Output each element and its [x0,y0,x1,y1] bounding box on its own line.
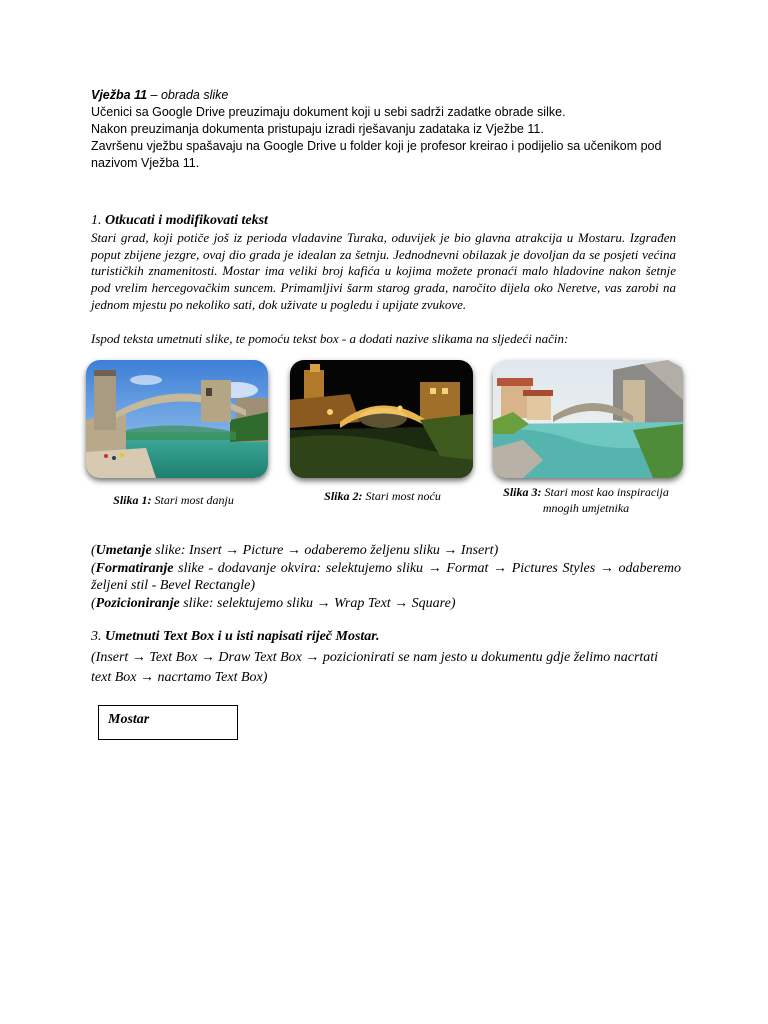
caption-picture-2 [300,488,465,504]
instruction-insert-text: slike: Insert → Picture → odaberemo željenu sliku → Insert) [151,543,499,558]
section-1-paragraph: Stari grad, koji potiče još iz perioda vladavine Turaka, oduvijek je bio glavna atrakcija u Mostaru. Izgrađen poput zbijene jezgre, ovaj dio grada je idealan za šetnju. Jednodnevni obilazak je dovoljan da se posjeti većina turističkih znamenitosti. Mostar ima veliki broj kafića u kojima možete pronaći malo hladovine nakon šetnje pod vrelim hercegovačkim suncem. Primamljivi šarm starog grada, naročito dijela oko Neretve, vas zarobi na jednom mjestu po nekoliko sati, dok uživate u pogledu i upijate zvukove. [91,230,676,312]
section-1-instruction: Ispod teksta umetnuti slike, te pomoću tekst box - a dodati nazive slikama na sljedeći način: [91,331,569,346]
intro-line-3: Završenu vježbu spašavaju na Google Drive u folder koji je profesor kreirao i podijelio sa učenikom pod [91,139,662,153]
intro-line-1: Učenici sa Google Drive preuzimaju dokument koji u sebi sadrži zadatke obrade silke. [91,105,566,119]
caption-picture-1 [96,492,251,508]
instruction-position: (Pozicioniranje slike: selektujemo sliku → Wrap Text → Square) [91,595,456,611]
caption-3-text: Stari most kao inspiracija mnogih umjetnika [541,485,669,515]
caption-1-text: Stari most danju [151,493,234,507]
instruction-position-keyword: Pozicioniranje [95,595,180,611]
instruction-insert-keyword: Umetanje [95,543,152,558]
caption-2-label: Slika 2: [324,489,363,503]
section-1-heading [91,213,268,229]
picture-bridge-day[interactable] [86,360,268,478]
instruction-position-text: slike: selektujemo sliku → Wrap Text → Square) [179,595,456,611]
picture-bridge-painting[interactable] [493,360,683,478]
section-3-number: 3. [91,629,105,644]
caption-1-label: Slika 1: [113,493,152,507]
section-3-title: Umetnuti Text Box i u isti napisati riječ Mostar. [105,629,380,644]
instruction-format-text: slike - dodavanje okvira: selektujemo sliku → Format → Pictures Styles → odaberemo željeni stil - Bevel Rectangle) [91,560,681,593]
instruction-insert: (Umetanje slike: Insert → Picture → odaberemo željenu sliku → Insert) [91,543,499,558]
section-3-heading [91,629,379,645]
section-3-text: (Insert → Text Box → Draw Text Box → pozicionirati se nam jesto u dokumentu gdje želimo nacrtati text Box → nacrtamo Text Box) [91,650,659,685]
section-1-title: Otkucati i modifikovati tekst [105,213,268,228]
caption-3-label: Slika 3: [503,485,542,499]
intro-line-2: Nakon preuzimanja dokumenta pristupaju izradi rješavanju zadataka iz Vježbe 11. [91,122,544,136]
exercise-title-label: Vježba 11 [91,88,148,102]
caption-2-text: Stari most noću [362,489,441,503]
intro-line-4: nazivom Vježba 11. [91,156,200,170]
picture-bridge-night[interactable] [290,360,473,478]
text-box-content: Mostar [108,712,150,727]
exercise-header [91,87,691,172]
caption-picture-3 [497,484,675,516]
exercise-title-suffix: – obrada slike [147,88,229,102]
section-1-number: 1. [91,213,105,228]
picture-instructions [91,542,681,612]
instruction-format-keyword: Formatiranje [95,560,174,576]
instruction-format: (Formatiranje slike - dodavanje okvira: selektujemo sliku → Format → Pictures Styles → odaberemo željeni stil - Bevel Rectangle) [91,560,681,593]
exercise-title [91,87,691,104]
mostar-text-box[interactable] [98,705,238,740]
